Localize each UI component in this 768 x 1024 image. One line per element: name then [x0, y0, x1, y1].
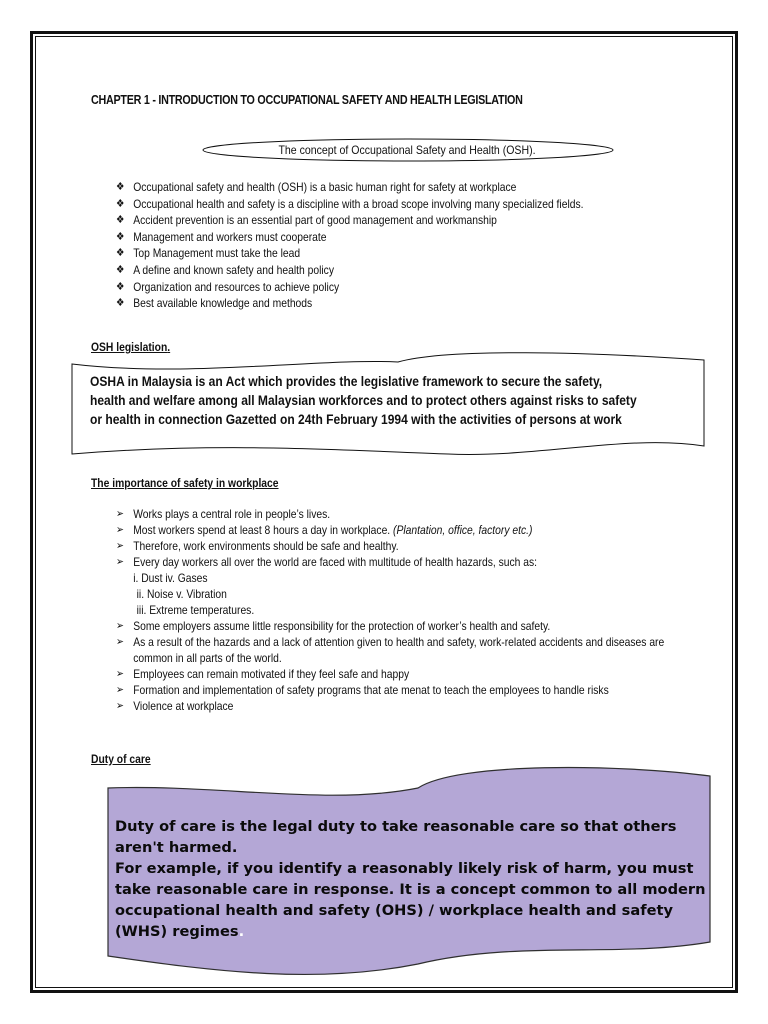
arrow-bullet-icon: ➢ [116, 540, 124, 552]
diamond-bullet-icon: ❖ [116, 280, 125, 293]
arrow-bullet-icon: ➢ [116, 668, 124, 680]
list-subitem: iii. Extreme temperatures. [136, 603, 255, 617]
list-subitem: i. Dust iv. Gases [133, 571, 208, 585]
diamond-bullet-icon: ❖ [116, 181, 125, 193]
diamond-bullet-icon: ❖ [116, 197, 125, 210]
diamond-bullet-icon: ❖ [116, 263, 125, 276]
list-item: ➢ Every day workers all over the world are faced with multitude of health hazards, such as: [116, 555, 538, 569]
duty-of-care-heading: Duty of care [91, 752, 151, 766]
list-subitem: ii. Noise v. Vibration [136, 587, 227, 601]
arrow-bullet-icon: ➢ [116, 556, 124, 568]
list-item: ➢ Most workers spend at least 8 hours a day in workplace. (Plantation, office, factory etc.) [116, 523, 533, 537]
list-item: ❖ Accident prevention is an essential part of good management and workmanship [116, 213, 497, 228]
arrow-bullet-icon: ➢ [116, 636, 124, 648]
arrow-bullet-icon: ➢ [116, 508, 124, 520]
list-item: ❖ Best available knowledge and methods [116, 296, 313, 311]
list-item: ➢ Formation and implementation of safety programs that ate menat to teach the employees to handle risks [116, 683, 609, 697]
importance-heading: The importance of safety in workplace [91, 476, 279, 490]
list-item: ❖ Management and workers must cooperate [116, 229, 327, 244]
diamond-bullet-icon: ❖ [116, 230, 125, 243]
arrow-bullet-icon: ➢ [116, 524, 124, 536]
duty-of-care-body: Duty of care is the legal duty to take reasonable care so that others aren't harmed. For example, if you identify a reasonably likely risk of harm, you must take reasonable care in response. It is a concept common to all modern occupational health and safety (OHS) / workplace health and safety (WHS) regimes. [115, 818, 706, 940]
list-item: ❖ A define and known safety and health policy [116, 262, 335, 277]
osh-legislation-body: OSHA in Malaysia is an Act which provides the legislative framework to secure the safety, health and welfare among all Malaysian workforces and to protect others against risks to safety or health in connection Gazetted on 24th February 1994 with the activities of persons at work [90, 373, 637, 427]
diamond-bullet-icon: ❖ [116, 297, 125, 310]
importance-list [116, 506, 768, 714]
list-item: ➢ Therefore, work environments should be safe and healthy. [116, 539, 399, 553]
list-item: ➢ Employees can remain motivated if they feel safe and happy [116, 667, 410, 681]
arrow-bullet-icon: ➢ [116, 700, 124, 712]
list-item: ❖ Occupational safety and health (OSH) is a basic human right for safety at workplace [116, 180, 517, 194]
list-item: ❖ Top Management must take the lead [116, 246, 301, 261]
concept-points-list [116, 179, 660, 312]
arrow-bullet-icon: ➢ [116, 620, 124, 632]
list-item: ➢ Violence at workplace [116, 699, 234, 713]
diamond-bullet-icon: ❖ [116, 247, 125, 260]
concept-banner-text: The concept of Occupational Safety and Health (OSH). [278, 143, 536, 157]
list-item: ➢ Works plays a central role in people’s lives. [116, 507, 331, 521]
chapter-title: CHAPTER 1 - INTRODUCTION TO OCCUPATIONAL SAFETY AND HEALTH LEGISLATION [91, 93, 523, 107]
arrow-bullet-icon: ➢ [116, 684, 124, 696]
list-item: ❖ Occupational health and safety is a discipline with a broad scope involving many specialized fields. [116, 196, 584, 211]
list-item: ❖ Organization and resources to achieve policy [116, 279, 340, 294]
osh-legislation-heading: OSH legislation. [91, 340, 171, 354]
list-item: ➢ Some employers assume little responsibility for the protection of worker’s health and safety. [116, 619, 551, 633]
diamond-bullet-icon: ❖ [116, 214, 125, 227]
list-item: ➢ As a result of the hazards and a lack of attention given to health and safety, work-related accidents and diseases are common in all parts of the world. [116, 635, 665, 665]
